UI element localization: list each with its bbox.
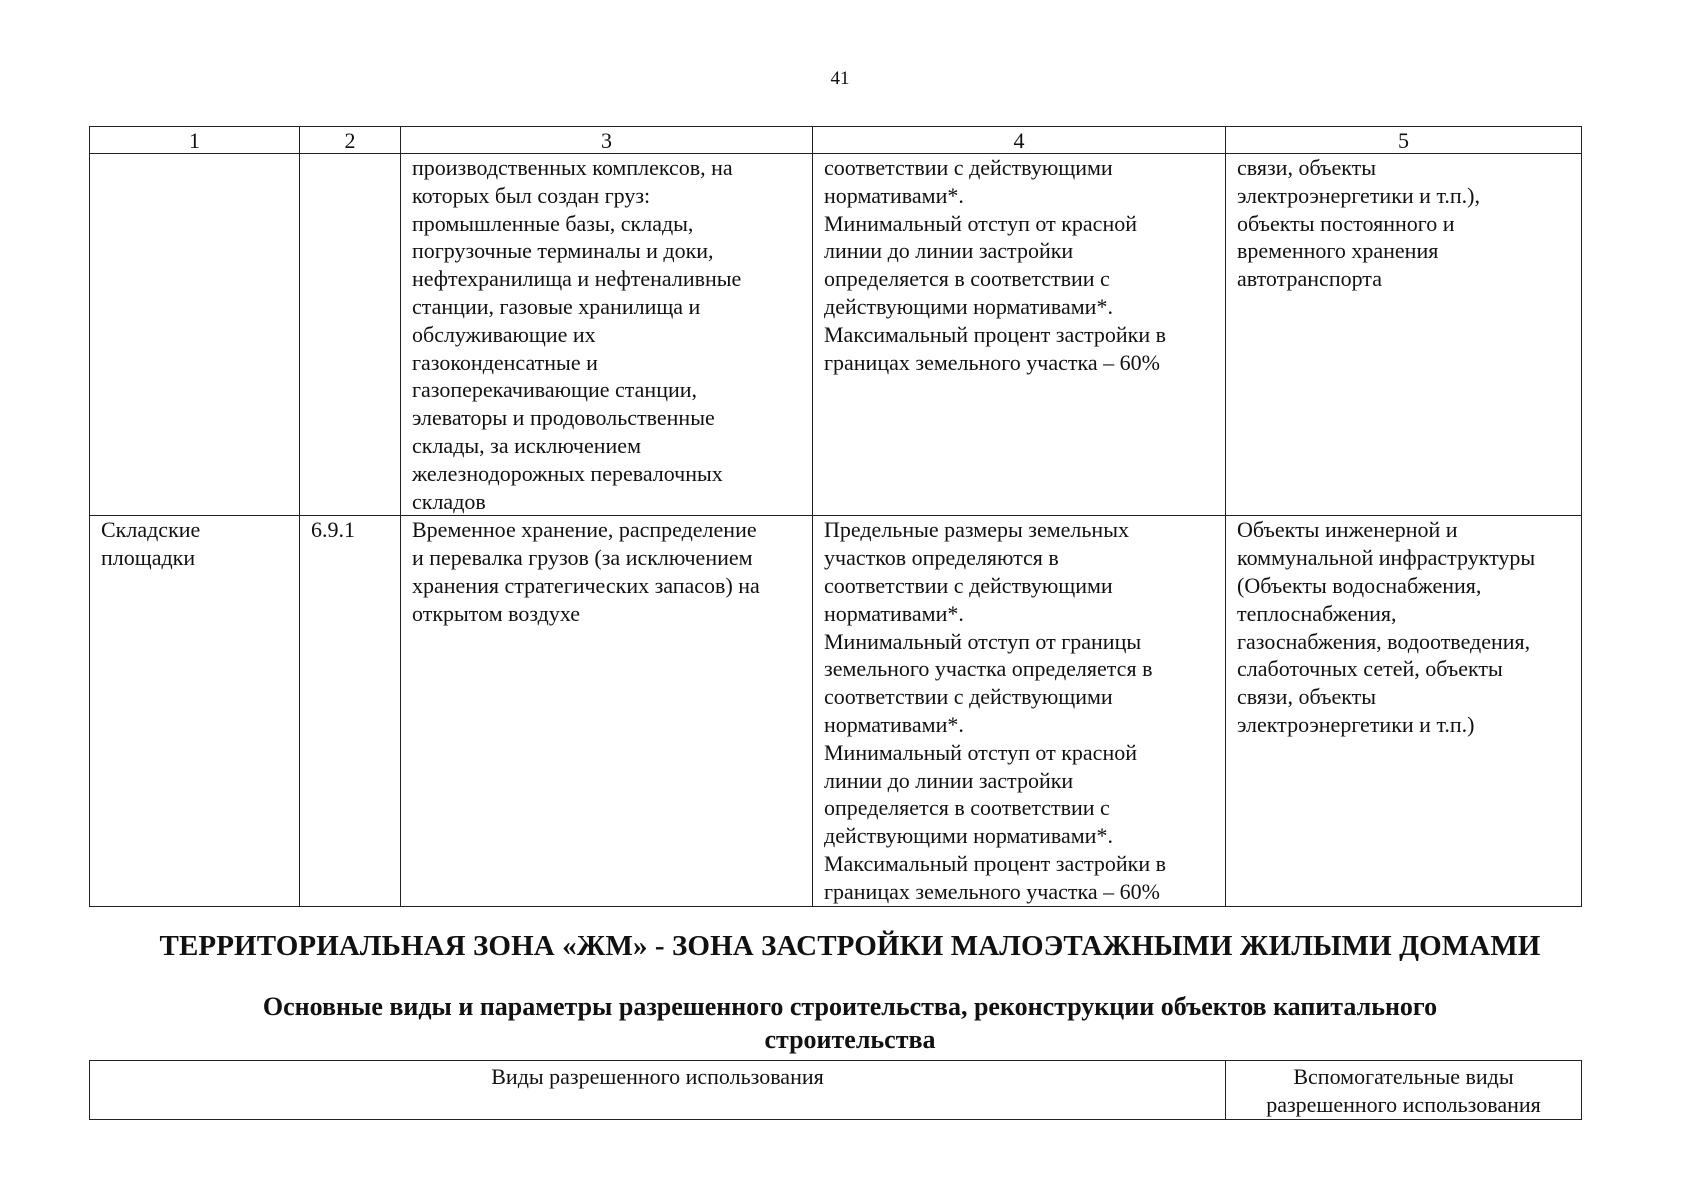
cell-text-line: Максимальный процент застройки в: [824, 321, 1166, 347]
table-cell-col1: [90, 154, 300, 516]
section-title-line: строительства: [764, 1025, 936, 1054]
section-title-line: Основные виды и параметры разрешенного строительства, реконструкции объектов капитального: [262, 992, 1438, 1021]
permitted-use-header: [90, 1061, 1226, 1120]
cell-text-line: Объекты инженерной и: [1237, 517, 1458, 543]
table-header-row: [90, 1061, 1582, 1120]
table-cell-col3: [401, 516, 813, 906]
table-cell-col5: [1226, 516, 1582, 906]
cell-text-line: линии до линии застройки: [824, 767, 1074, 793]
cell-text-line: Минимальный отступ от границы: [824, 628, 1142, 654]
cell-text-line: теплоснабжения,: [1237, 600, 1397, 626]
cell-text-line: Предельные размеры земельных: [824, 517, 1129, 543]
cell-text-line: газоперекачивающие станции,: [412, 377, 698, 403]
cell-text-line: нормативами*.: [824, 600, 964, 626]
cell-text-line: действующими нормативами*.: [824, 823, 1113, 849]
cell-text-line: нормативами*.: [824, 182, 964, 208]
cell-text-line: связи, объекты: [1237, 684, 1377, 710]
table-row: [90, 516, 1582, 906]
table-cell-col4: [813, 516, 1226, 906]
column-header: 5: [1226, 127, 1582, 154]
cell-text-line: Максимальный процент застройки в: [824, 850, 1166, 876]
cell-text-line: соответствии с действующими: [824, 572, 1113, 598]
cell-text-line: границах земельного участка – 60%: [824, 878, 1160, 904]
cell-text-line: (Объекты водоснабжения,: [1237, 572, 1482, 598]
table-cell-col1: [90, 516, 300, 906]
permitted-use-table: [89, 1060, 1582, 1120]
header-text: Вспомогательные виды: [1293, 1064, 1514, 1089]
table-cell-col4: [813, 154, 1226, 516]
zoning-table: [89, 126, 1582, 907]
cell-text-line: Минимальный отступ от красной: [824, 210, 1137, 236]
cell-text-line: газоконденсатные и: [412, 349, 598, 375]
cell-text-line: складов: [412, 488, 486, 514]
cell-text-line: определяется в соответствии с: [824, 266, 1110, 292]
page-number: 41: [830, 68, 850, 89]
header-text: Виды разрешенного использования: [491, 1064, 824, 1089]
cell-text-line: коммунальной инфраструктуры: [1237, 545, 1536, 571]
cell-text-line: склады, за исключением: [412, 432, 641, 458]
cell-text-line: погрузочные терминалы и доки,: [412, 238, 714, 264]
cell-text-line: соответствии с действующими: [824, 155, 1113, 180]
cell-text-line: участков определяются в: [824, 545, 1059, 571]
table-cell-col5: [1226, 154, 1582, 516]
cell-text-line: и перевалка грузов (за исключением: [412, 545, 753, 571]
cell-text-line: линии до линии застройки: [824, 238, 1074, 264]
cell-text-line: производственных комплексов, на: [412, 155, 733, 180]
header-text: разрешенного использования: [1266, 1092, 1541, 1117]
cell-text-line: нормативами*.: [824, 711, 964, 737]
cell-text-line: границах земельного участка – 60%: [824, 349, 1160, 375]
cell-text-line: Временное хранение, распределение: [412, 517, 757, 543]
cell-text-line: которых был создан груз:: [412, 182, 651, 208]
cell-text-line: 6.9.1: [311, 517, 355, 543]
auxiliary-use-header: [1226, 1061, 1582, 1120]
cell-text-line: автотранспорта: [1237, 266, 1382, 292]
cell-text-line: промышленные базы, склады,: [412, 210, 694, 236]
table-cell-col2: [300, 516, 401, 906]
cell-text-line: открытом воздухе: [412, 600, 581, 626]
cell-text-line: площадки: [101, 545, 196, 571]
zone-title: ТЕРРИТОРИАЛЬНАЯ ЗОНА «ЖМ» - ЗОНА ЗАСТРОЙКИ МАЛОЭТАЖНЫМИ ЖИЛЫМИ ДОМАМИ: [159, 930, 1541, 962]
cell-text-line: станции, газовые хранилища и: [412, 293, 701, 319]
column-header: 4: [813, 127, 1226, 154]
column-header: 2: [300, 127, 401, 154]
cell-text-line: связи, объекты: [1237, 155, 1377, 180]
cell-text-line: земельного участка определяется в: [824, 656, 1153, 682]
cell-text-line: определяется в соответствии с: [824, 795, 1110, 821]
cell-text-line: обслуживающие их: [412, 321, 596, 347]
cell-text-line: слаботочных сетей, объекты: [1237, 656, 1503, 682]
cell-text-line: Складские: [101, 517, 201, 543]
cell-text-line: хранения стратегических запасов) на: [412, 572, 760, 598]
cell-text-line: объекты постоянного и: [1237, 210, 1455, 236]
table-row: [90, 154, 1582, 516]
cell-text-line: соответствии с действующими: [824, 684, 1113, 710]
cell-text-line: нефтехранилища и нефтеналивные: [412, 266, 742, 292]
table-header-row: [90, 127, 1582, 154]
cell-text-line: железнодорожных перевалочных: [412, 460, 723, 486]
cell-text-line: элеваторы и продовольственные: [412, 405, 715, 431]
cell-text-line: действующими нормативами*.: [824, 293, 1113, 319]
column-header: 3: [401, 127, 813, 154]
column-header: 1: [90, 127, 300, 154]
cell-text-line: электроэнергетики и т.п.): [1237, 711, 1475, 737]
cell-text-line: электроэнергетики и т.п.),: [1237, 182, 1480, 208]
section-title: [100, 990, 1600, 1056]
cell-text-line: Минимальный отступ от красной: [824, 739, 1137, 765]
cell-text-line: газоснабжения, водоотведения,: [1237, 628, 1531, 654]
table-cell-col2: [300, 154, 401, 516]
table-cell-col3: [401, 154, 813, 516]
cell-text-line: временного хранения: [1237, 238, 1439, 264]
